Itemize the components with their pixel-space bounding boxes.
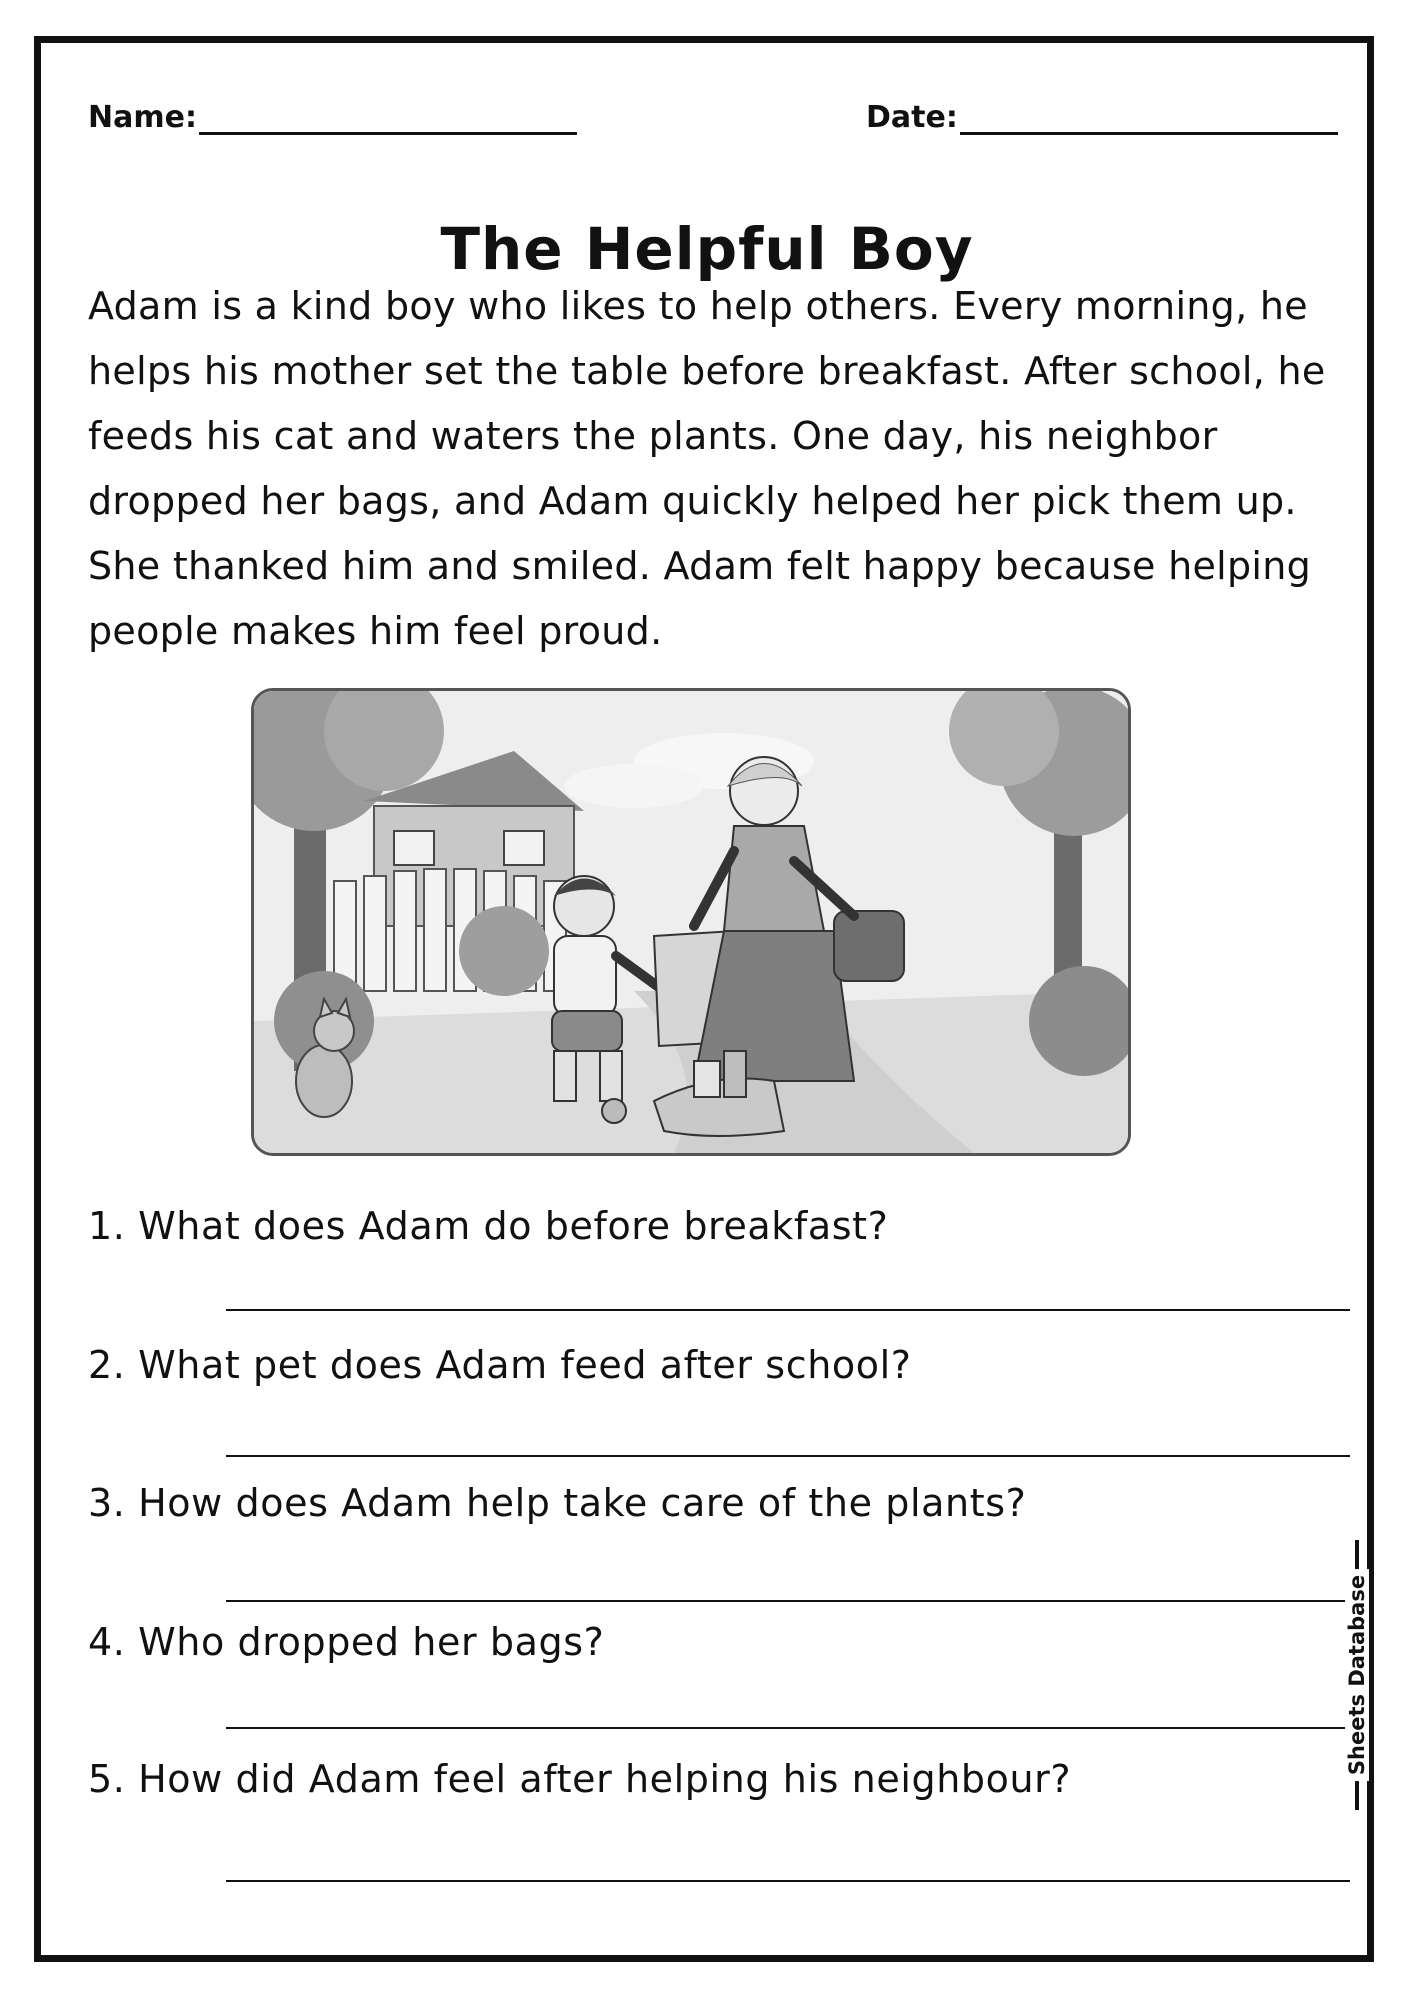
passage-line: Adam is a kind boy who likes to help others. Every morning, he	[88, 284, 1308, 328]
answer-line-4[interactable]	[226, 1727, 1350, 1729]
reading-passage	[88, 274, 1338, 664]
date-label: Date:	[866, 100, 958, 135]
question-5: 5. How did Adam feel after helping his neighbour?	[88, 1757, 1072, 1801]
date-blank-line[interactable]	[960, 106, 1338, 135]
answer-line-2[interactable]	[226, 1455, 1350, 1457]
header-row	[88, 100, 1326, 144]
watermark-text: Sheets Database	[1345, 1569, 1369, 1781]
date-field[interactable]	[866, 100, 1338, 135]
answer-line-5[interactable]	[226, 1880, 1350, 1882]
question-3: 3. How does Adam help take care of the plants?	[88, 1481, 1027, 1525]
passage-line: feeds his cat and waters the plants. One day, his neighbor	[88, 414, 1218, 458]
story-illustration	[251, 688, 1131, 1156]
boy-helping-neighbor-illustration	[254, 691, 1128, 1153]
question-4: 4. Who dropped her bags?	[88, 1620, 605, 1664]
name-field[interactable]	[88, 100, 577, 135]
passage-line: people makes him feel proud.	[88, 609, 663, 653]
answer-line-1[interactable]	[226, 1309, 1350, 1311]
question-2: 2. What pet does Adam feed after school?	[88, 1343, 912, 1387]
name-label: Name:	[88, 100, 197, 135]
passage-line: dropped her bags, and Adam quickly helped her pick them up.	[88, 479, 1297, 523]
passage-line: She thanked him and smiled. Adam felt happy because helping	[88, 544, 1312, 588]
question-1: 1. What does Adam do before breakfast?	[88, 1204, 889, 1248]
name-blank-line[interactable]	[199, 106, 577, 135]
passage-line: helps his mother set the table before breakfast. After school, he	[88, 349, 1326, 393]
answer-line-3[interactable]	[226, 1600, 1350, 1602]
page-title: The Helpful Boy	[440, 214, 974, 283]
watermark	[1342, 1540, 1372, 1810]
